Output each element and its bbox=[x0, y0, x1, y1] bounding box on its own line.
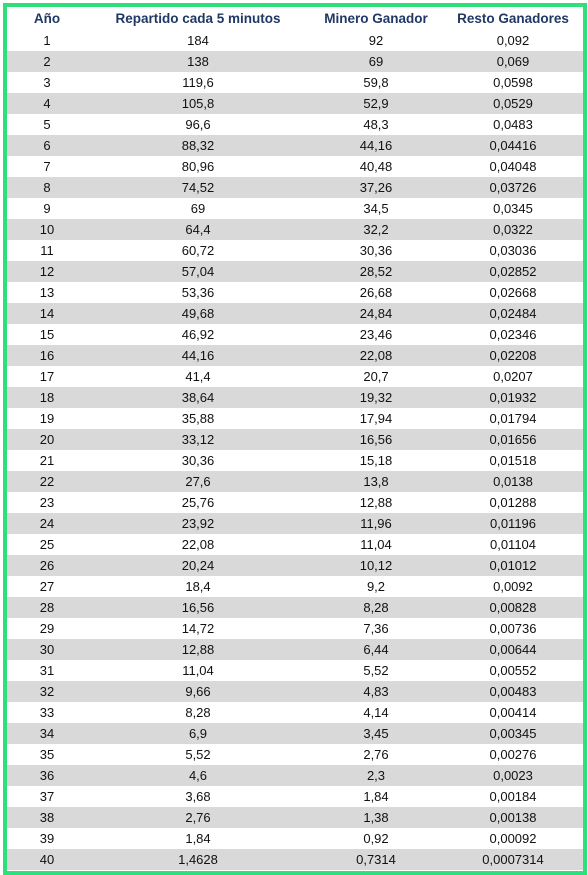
cell-year: 12 bbox=[7, 261, 87, 282]
cell-other-winners: 0,01932 bbox=[443, 387, 583, 408]
cell-distributed: 18,4 bbox=[87, 576, 309, 597]
table-row bbox=[7, 198, 583, 219]
cell-distributed: 1,84 bbox=[87, 828, 309, 849]
cell-winning-miner: 20,7 bbox=[309, 366, 443, 387]
cell-other-winners: 0,00184 bbox=[443, 786, 583, 807]
cell-distributed: 1,4628 bbox=[87, 849, 309, 870]
table-row bbox=[7, 849, 583, 870]
cell-year: 23 bbox=[7, 492, 87, 513]
cell-winning-miner: 1,84 bbox=[309, 786, 443, 807]
header-year: Año bbox=[7, 7, 87, 30]
cell-distributed: 30,36 bbox=[87, 450, 309, 471]
cell-other-winners: 0,01656 bbox=[443, 429, 583, 450]
cell-year: 40 bbox=[7, 849, 87, 870]
table-row bbox=[7, 303, 583, 324]
cell-winning-miner: 34,5 bbox=[309, 198, 443, 219]
table-row bbox=[7, 765, 583, 786]
cell-other-winners: 0,00828 bbox=[443, 597, 583, 618]
reward-table bbox=[7, 7, 583, 870]
cell-distributed: 12,88 bbox=[87, 639, 309, 660]
cell-year: 11 bbox=[7, 240, 87, 261]
cell-other-winners: 0,02208 bbox=[443, 345, 583, 366]
table-row bbox=[7, 450, 583, 471]
cell-other-winners: 0,0598 bbox=[443, 72, 583, 93]
table-row bbox=[7, 51, 583, 72]
table-row bbox=[7, 135, 583, 156]
cell-distributed: 41,4 bbox=[87, 366, 309, 387]
cell-year: 15 bbox=[7, 324, 87, 345]
cell-other-winners: 0,01288 bbox=[443, 492, 583, 513]
cell-year: 27 bbox=[7, 576, 87, 597]
cell-winning-miner: 9,2 bbox=[309, 576, 443, 597]
table-row bbox=[7, 639, 583, 660]
cell-other-winners: 0,04416 bbox=[443, 135, 583, 156]
cell-winning-miner: 32,2 bbox=[309, 219, 443, 240]
cell-winning-miner: 13,8 bbox=[309, 471, 443, 492]
table-row bbox=[7, 429, 583, 450]
header-distributed: Repartido cada 5 minutos bbox=[87, 7, 309, 30]
cell-year: 28 bbox=[7, 597, 87, 618]
cell-winning-miner: 7,36 bbox=[309, 618, 443, 639]
cell-other-winners: 0,069 bbox=[443, 51, 583, 72]
cell-winning-miner: 69 bbox=[309, 51, 443, 72]
cell-other-winners: 0,01012 bbox=[443, 555, 583, 576]
cell-distributed: 138 bbox=[87, 51, 309, 72]
table-row bbox=[7, 30, 583, 51]
table-row bbox=[7, 618, 583, 639]
table-row bbox=[7, 471, 583, 492]
cell-distributed: 44,16 bbox=[87, 345, 309, 366]
cell-winning-miner: 10,12 bbox=[309, 555, 443, 576]
cell-other-winners: 0,0138 bbox=[443, 471, 583, 492]
table-header bbox=[7, 7, 583, 30]
cell-distributed: 6,9 bbox=[87, 723, 309, 744]
table-row bbox=[7, 681, 583, 702]
cell-winning-miner: 15,18 bbox=[309, 450, 443, 471]
cell-winning-miner: 3,45 bbox=[309, 723, 443, 744]
cell-other-winners: 0,0092 bbox=[443, 576, 583, 597]
table-row bbox=[7, 324, 583, 345]
cell-winning-miner: 12,88 bbox=[309, 492, 443, 513]
cell-distributed: 53,36 bbox=[87, 282, 309, 303]
cell-year: 24 bbox=[7, 513, 87, 534]
cell-winning-miner: 48,3 bbox=[309, 114, 443, 135]
cell-other-winners: 0,01518 bbox=[443, 450, 583, 471]
table-row bbox=[7, 261, 583, 282]
cell-distributed: 60,72 bbox=[87, 240, 309, 261]
cell-year: 30 bbox=[7, 639, 87, 660]
cell-year: 5 bbox=[7, 114, 87, 135]
cell-distributed: 11,04 bbox=[87, 660, 309, 681]
cell-other-winners: 0,0345 bbox=[443, 198, 583, 219]
table-row bbox=[7, 156, 583, 177]
table-row bbox=[7, 282, 583, 303]
cell-year: 32 bbox=[7, 681, 87, 702]
cell-winning-miner: 2,76 bbox=[309, 744, 443, 765]
cell-other-winners: 0,00414 bbox=[443, 702, 583, 723]
cell-year: 21 bbox=[7, 450, 87, 471]
cell-year: 9 bbox=[7, 198, 87, 219]
cell-other-winners: 0,0207 bbox=[443, 366, 583, 387]
cell-other-winners: 0,01794 bbox=[443, 408, 583, 429]
cell-year: 33 bbox=[7, 702, 87, 723]
cell-year: 29 bbox=[7, 618, 87, 639]
cell-winning-miner: 6,44 bbox=[309, 639, 443, 660]
table-row bbox=[7, 513, 583, 534]
cell-distributed: 22,08 bbox=[87, 534, 309, 555]
cell-winning-miner: 26,68 bbox=[309, 282, 443, 303]
cell-distributed: 14,72 bbox=[87, 618, 309, 639]
cell-other-winners: 0,00552 bbox=[443, 660, 583, 681]
cell-winning-miner: 19,32 bbox=[309, 387, 443, 408]
table-row bbox=[7, 492, 583, 513]
cell-other-winners: 0,00483 bbox=[443, 681, 583, 702]
cell-winning-miner: 4,14 bbox=[309, 702, 443, 723]
cell-other-winners: 0,01104 bbox=[443, 534, 583, 555]
table-row bbox=[7, 366, 583, 387]
cell-distributed: 35,88 bbox=[87, 408, 309, 429]
cell-distributed: 57,04 bbox=[87, 261, 309, 282]
cell-year: 34 bbox=[7, 723, 87, 744]
table-row bbox=[7, 786, 583, 807]
cell-distributed: 20,24 bbox=[87, 555, 309, 576]
table-row bbox=[7, 345, 583, 366]
cell-year: 25 bbox=[7, 534, 87, 555]
cell-winning-miner: 44,16 bbox=[309, 135, 443, 156]
table-row bbox=[7, 807, 583, 828]
cell-year: 18 bbox=[7, 387, 87, 408]
cell-distributed: 64,4 bbox=[87, 219, 309, 240]
cell-winning-miner: 16,56 bbox=[309, 429, 443, 450]
cell-year: 13 bbox=[7, 282, 87, 303]
cell-winning-miner: 40,48 bbox=[309, 156, 443, 177]
header-winning-miner: Minero Ganador bbox=[309, 7, 443, 30]
cell-other-winners: 0,02852 bbox=[443, 261, 583, 282]
cell-year: 36 bbox=[7, 765, 87, 786]
cell-year: 7 bbox=[7, 156, 87, 177]
cell-year: 19 bbox=[7, 408, 87, 429]
cell-other-winners: 0,0023 bbox=[443, 765, 583, 786]
cell-year: 10 bbox=[7, 219, 87, 240]
table-row bbox=[7, 93, 583, 114]
cell-year: 37 bbox=[7, 786, 87, 807]
table-row bbox=[7, 408, 583, 429]
cell-other-winners: 0,00644 bbox=[443, 639, 583, 660]
cell-year: 26 bbox=[7, 555, 87, 576]
cell-distributed: 49,68 bbox=[87, 303, 309, 324]
cell-year: 4 bbox=[7, 93, 87, 114]
cell-other-winners: 0,0529 bbox=[443, 93, 583, 114]
cell-year: 3 bbox=[7, 72, 87, 93]
cell-other-winners: 0,04048 bbox=[443, 156, 583, 177]
header-other-winners: Resto Ganadores bbox=[443, 7, 583, 30]
cell-year: 14 bbox=[7, 303, 87, 324]
cell-other-winners: 0,00092 bbox=[443, 828, 583, 849]
cell-winning-miner: 2,3 bbox=[309, 765, 443, 786]
cell-year: 6 bbox=[7, 135, 87, 156]
cell-year: 16 bbox=[7, 345, 87, 366]
cell-winning-miner: 1,38 bbox=[309, 807, 443, 828]
cell-other-winners: 0,02668 bbox=[443, 282, 583, 303]
table-row bbox=[7, 660, 583, 681]
cell-winning-miner: 22,08 bbox=[309, 345, 443, 366]
cell-distributed: 16,56 bbox=[87, 597, 309, 618]
cell-distributed: 184 bbox=[87, 30, 309, 51]
cell-distributed: 69 bbox=[87, 198, 309, 219]
table-row bbox=[7, 219, 583, 240]
table-row bbox=[7, 555, 583, 576]
table-row bbox=[7, 240, 583, 261]
cell-other-winners: 0,02346 bbox=[443, 324, 583, 345]
cell-other-winners: 0,0322 bbox=[443, 219, 583, 240]
cell-distributed: 5,52 bbox=[87, 744, 309, 765]
cell-winning-miner: 17,94 bbox=[309, 408, 443, 429]
table-row bbox=[7, 387, 583, 408]
cell-distributed: 2,76 bbox=[87, 807, 309, 828]
cell-winning-miner: 8,28 bbox=[309, 597, 443, 618]
table-row bbox=[7, 72, 583, 93]
cell-distributed: 3,68 bbox=[87, 786, 309, 807]
cell-year: 22 bbox=[7, 471, 87, 492]
cell-year: 17 bbox=[7, 366, 87, 387]
cell-distributed: 25,76 bbox=[87, 492, 309, 513]
table-row bbox=[7, 744, 583, 765]
cell-winning-miner: 37,26 bbox=[309, 177, 443, 198]
cell-distributed: 46,92 bbox=[87, 324, 309, 345]
cell-distributed: 96,6 bbox=[87, 114, 309, 135]
cell-winning-miner: 59,8 bbox=[309, 72, 443, 93]
cell-winning-miner: 30,36 bbox=[309, 240, 443, 261]
cell-year: 35 bbox=[7, 744, 87, 765]
cell-other-winners: 0,0483 bbox=[443, 114, 583, 135]
table-frame bbox=[3, 3, 587, 875]
cell-distributed: 8,28 bbox=[87, 702, 309, 723]
cell-winning-miner: 92 bbox=[309, 30, 443, 51]
cell-other-winners: 0,03036 bbox=[443, 240, 583, 261]
cell-winning-miner: 28,52 bbox=[309, 261, 443, 282]
cell-year: 31 bbox=[7, 660, 87, 681]
cell-distributed: 105,8 bbox=[87, 93, 309, 114]
cell-distributed: 119,6 bbox=[87, 72, 309, 93]
cell-winning-miner: 24,84 bbox=[309, 303, 443, 324]
cell-year: 20 bbox=[7, 429, 87, 450]
cell-winning-miner: 0,7314 bbox=[309, 849, 443, 870]
header-row bbox=[7, 7, 583, 30]
table-row bbox=[7, 597, 583, 618]
cell-other-winners: 0,01196 bbox=[443, 513, 583, 534]
cell-distributed: 27,6 bbox=[87, 471, 309, 492]
cell-distributed: 9,66 bbox=[87, 681, 309, 702]
cell-other-winners: 0,0007314 bbox=[443, 849, 583, 870]
cell-winning-miner: 23,46 bbox=[309, 324, 443, 345]
cell-distributed: 88,32 bbox=[87, 135, 309, 156]
cell-winning-miner: 0,92 bbox=[309, 828, 443, 849]
table-row bbox=[7, 576, 583, 597]
cell-year: 39 bbox=[7, 828, 87, 849]
cell-year: 8 bbox=[7, 177, 87, 198]
table-row bbox=[7, 114, 583, 135]
cell-winning-miner: 52,9 bbox=[309, 93, 443, 114]
table-row bbox=[7, 828, 583, 849]
cell-distributed: 4,6 bbox=[87, 765, 309, 786]
table-row bbox=[7, 702, 583, 723]
cell-distributed: 23,92 bbox=[87, 513, 309, 534]
cell-other-winners: 0,02484 bbox=[443, 303, 583, 324]
cell-distributed: 33,12 bbox=[87, 429, 309, 450]
cell-year: 1 bbox=[7, 30, 87, 51]
table-row bbox=[7, 534, 583, 555]
cell-year: 38 bbox=[7, 807, 87, 828]
cell-winning-miner: 4,83 bbox=[309, 681, 443, 702]
cell-other-winners: 0,03726 bbox=[443, 177, 583, 198]
cell-other-winners: 0,00276 bbox=[443, 744, 583, 765]
table-row bbox=[7, 723, 583, 744]
table-row bbox=[7, 177, 583, 198]
cell-distributed: 74,52 bbox=[87, 177, 309, 198]
cell-other-winners: 0,00345 bbox=[443, 723, 583, 744]
cell-other-winners: 0,00736 bbox=[443, 618, 583, 639]
table-body bbox=[7, 30, 583, 870]
cell-distributed: 80,96 bbox=[87, 156, 309, 177]
cell-year: 2 bbox=[7, 51, 87, 72]
cell-winning-miner: 5,52 bbox=[309, 660, 443, 681]
cell-other-winners: 0,00138 bbox=[443, 807, 583, 828]
cell-winning-miner: 11,96 bbox=[309, 513, 443, 534]
cell-winning-miner: 11,04 bbox=[309, 534, 443, 555]
cell-other-winners: 0,092 bbox=[443, 30, 583, 51]
cell-distributed: 38,64 bbox=[87, 387, 309, 408]
